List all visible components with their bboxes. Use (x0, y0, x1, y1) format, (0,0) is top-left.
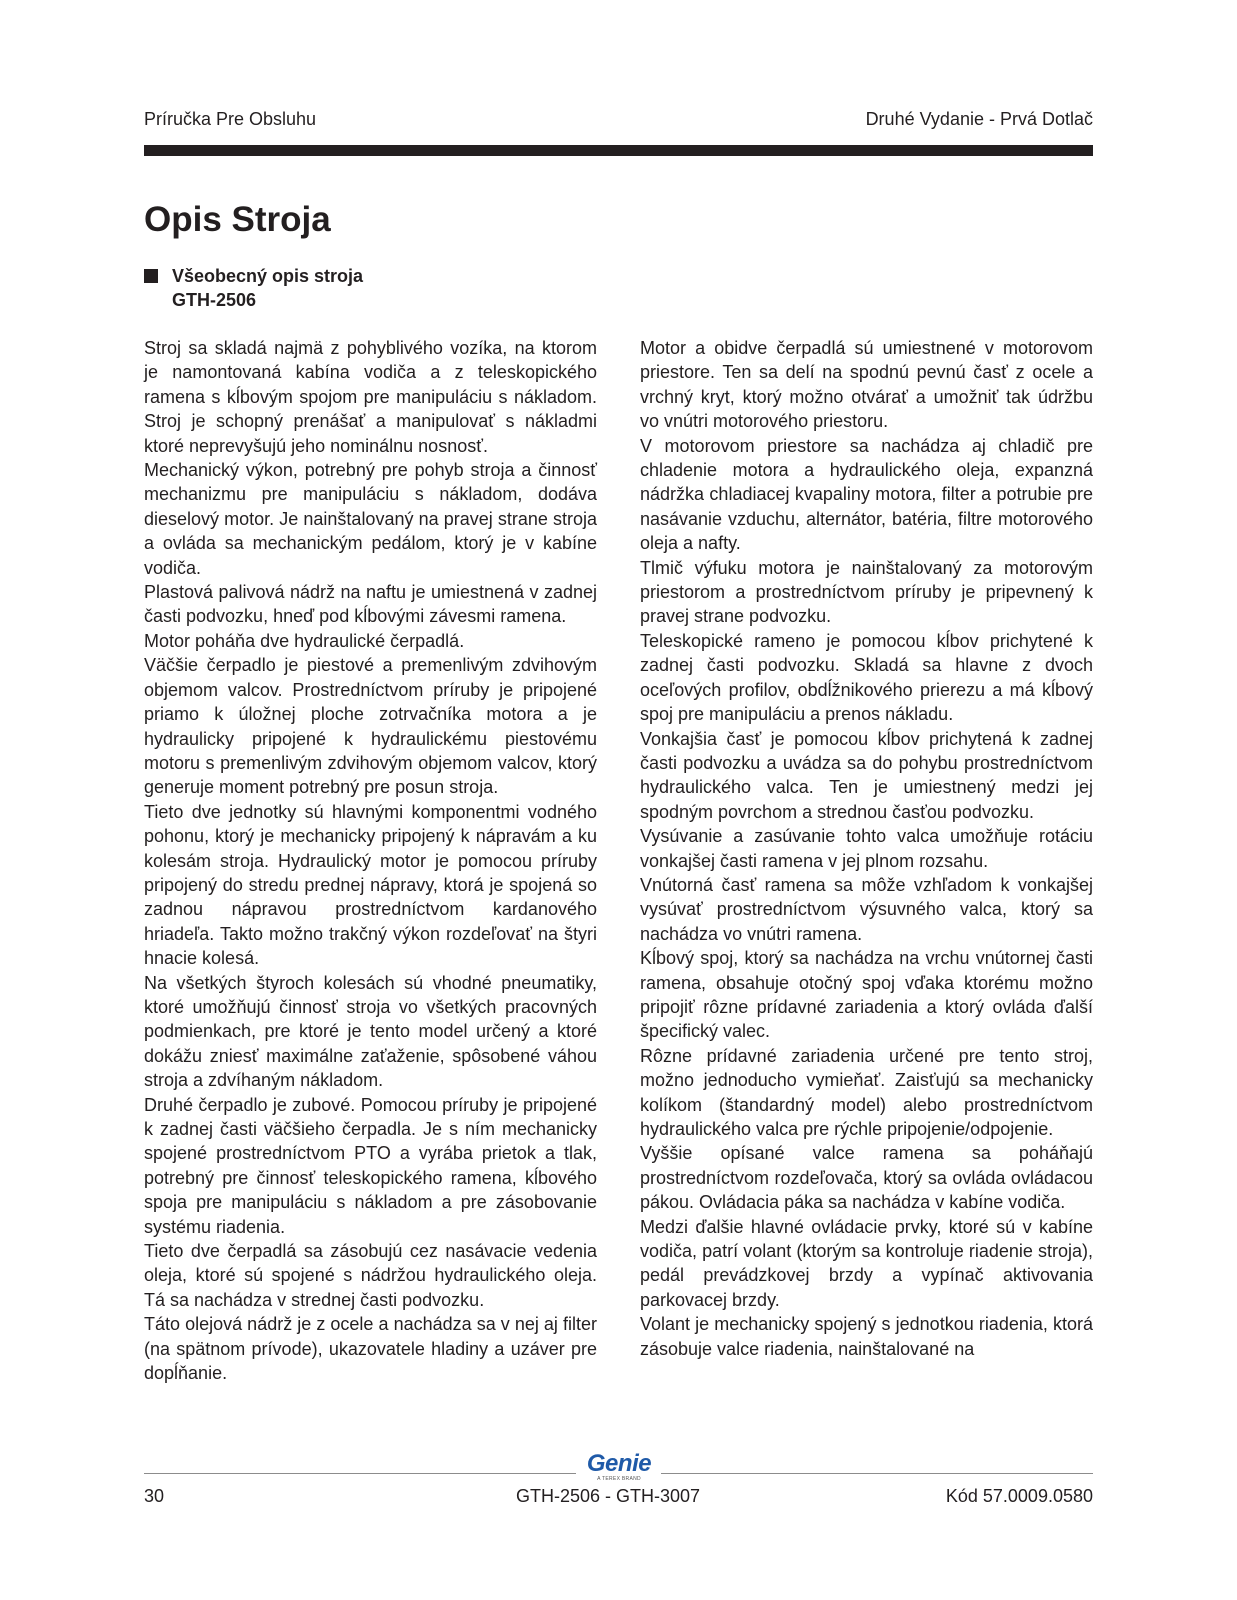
paragraph: Vysúvanie a zasúvanie tohto valca umožňuje rotáciu vonkajšej časti ramena v jej plnom rozsahu. (640, 826, 1093, 871)
genie-logo (580, 1452, 658, 1488)
paragraph: Tieto dve čerpadlá sa zásobujú cez nasávacie vedenia oleja, ktoré sú spojené s nádržou hydraulického oleja. Tá sa nachádza v strednej časti podvozku. (144, 1241, 597, 1310)
footer-model: GTH-2506 - GTH-3007 (516, 1486, 701, 1506)
paragraph: Väčšie čerpadlo je piestové a premenlivým zdvihovým objemom valcov. Prostredníctvom príruby je pripojené priamo k úložnej ploche zotrvačníka motora a je hydraulicky pripojené k hydraulickému piestovému motoru s premenlivým zdvihovým objemom valcov, ktorý generuje moment potrebný pre posun stroja. (144, 655, 597, 798)
section-heading-line2: GTH-2506 (172, 290, 257, 310)
footer-rule-left (144, 1473, 576, 1474)
paragraph: Vonkajšia časť je pomocou kĺbov prichytená k zadnej časti podvozku a uvádza sa do pohybu prostredníctvom hydraulického valca. Ten je umiestnený medzi jej spodným povrchom a strednou časťou podvozku. (640, 728, 1093, 822)
paragraph: Volant je mechanicky spojený s jednotkou riadenia, ktorá zásobuje valce riadenia, nainštalované na (640, 1314, 1093, 1359)
paragraph: Tlmič výfuku motora je nainštalovaný za motorovým priestorom a prostredníctvom príruby je pripevnený k pravej strane podvozku. (640, 557, 1093, 627)
header-manual-title: Príručka Pre Obsluhu (144, 109, 317, 129)
paragraph: Motor a obidve čerpadlá sú umiestnené v motorovom priestore. Ten sa delí na spodnú pevnú časť z ocele a vrchný kryt, ktorý možno otvárať a umožniť tak údržbu vo vnútri motorového priestoru. (640, 338, 1093, 432)
section-bullet-icon (144, 269, 158, 283)
paragraph: Plastová palivová nádrž na naftu je umiestnená v zadnej časti podvozku, hneď pod kĺbovými závesmi ramena. (144, 582, 597, 627)
paragraph: Mechanický výkon, potrebný pre pohyb stroja a činnosť mechanizmu pre manipuláciu s nákladom, dodáva dieselový motor. Je nainštalovaný na pravej strane stroja a ovláda sa mechanickým pedálom, ktorý je v kabíne vodiča. (144, 460, 597, 578)
paragraph: V motorovom priestore sa nachádza aj chladič pre chladenie motora a hydraulického oleja, expanzná nádržka chladiacej kvapaliny motora, filter a potrubie pre nasávanie vzduchu, alternátor, batéria, filtre motorového oleja a nafty. (640, 435, 1093, 554)
left-column (144, 336, 597, 1385)
header-rule (144, 145, 1093, 156)
paragraph: Vyššie opísané valce ramena sa poháňajú prostredníctvom rozdeľovača, ktorý sa ovláda ovládacou pákou. Ovládacia páka sa nachádza v kabíne vodiča. (640, 1143, 1093, 1213)
paragraph: Na všetkých štyroch kolesách sú vhodné pneumatiky, ktoré umožňujú činnosť stroja vo všetkých pracovných podmienkach, pre ktoré je tento model určený a ktoré dokážu zniesť maximálne zaťaženie, spôsobené váhou stroja a zdvíhaným nákladom. (144, 972, 597, 1091)
paragraph: Tieto dve jednotky sú hlavnými komponentmi vodného pohonu, ktorý je mechanicky pripojený k nápravám a ku kolesám stroja. Hydraulický motor je pomocou príruby pripojený do stredu prednej nápravy, ktorá je spojená so zadnou nápravou prostredníctvom kardanového hriadeľa. Takto možno trakčný výkon rozdeľovať na štyri hnacie kolesá. (144, 801, 597, 969)
logo-wordmark: Genie (586, 1450, 652, 1477)
paragraph: Motor poháňa dve hydraulické čerpadlá. (144, 630, 465, 651)
footer-code: Kód 57.0009.0580 (945, 1486, 1093, 1506)
paragraph: Táto olejová nádrž je z ocele a nachádza sa v nej aj filter (na spätnom prívode), ukazovatele hladiny a uzáver pre dopĺňanie. (144, 1314, 597, 1384)
logo-tagline: A TEREX BRAND (597, 1476, 641, 1482)
section-heading-line1: Všeobecný opis stroja (172, 266, 364, 286)
paragraph: Vnútorná časť ramena sa môže vzhľadom k vonkajšej vysúvať prostredníctvom výsuvného valca, ktorý sa nachádza vo vnútri ramena. (640, 874, 1093, 944)
paragraph: Stroj sa skladá najmä z pohyblivého vozíka, na ktorom je namontovaná kabína vodiča a z teleskopického ramena s kĺbovým spojom pre manipuláciu s nákladom. Stroj je schopný prenášať a manipulovať s nákladmi ktoré neprevyšujú jeho nominálnu nosnosť. (144, 338, 597, 456)
paragraph: Rôzne prídavné zariadenia určené pre tento stroj, možno jednoducho vymieňať. Zaisťujú sa mechanicky kolíkom (štandardný model) alebo prostredníctvom hydraulického valca pre rýchle pripojenie/odpojenie. (640, 1045, 1093, 1139)
right-column (640, 336, 1093, 1361)
paragraph: Medzi ďalšie hlavné ovládacie prvky, ktoré sú v kabíne vodiča, patrí volant (ktorým sa kontroluje riadenie stroja), pedál prevádzkovej brzdy a vypínač aktivovania parkovacej brzdy. (640, 1216, 1093, 1310)
paragraph: Kĺbový spoj, ktorý sa nachádza na vrchu vnútornej časti ramena, obsahuje otočný spoj vďaka ktorému možno pripojiť rôzne prídavné zariadenia a ktorý ovláda ďalší špecifický valec. (640, 948, 1093, 1042)
footer-rule-right (661, 1473, 1093, 1474)
header-edition: Druhé Vydanie - Prvá Dotlač (865, 109, 1093, 129)
paragraph: Druhé čerpadlo je zubové. Pomocou príruby je pripojené k zadnej časti väčšieho čerpadla. Je s ním mechanicky spojené prostredníctvom PTO a vyrába prietok a tlak, potrebný pre činnosť teleskopického ramena, kĺbového spoja pre manipuláciu s nákladom a pre zásobovanie systému riadenia. (144, 1094, 597, 1237)
section-heading (172, 264, 363, 312)
page-number: 30 (144, 1486, 165, 1506)
paragraph: Teleskopické rameno je pomocou kĺbov prichytené k zadnej časti podvozku. Skladá sa hlavne z dvoch oceľových profilov, obdĺžnikového prierezu a má kĺbový spoj pre manipuláciu a prenos nákladu. (640, 630, 1093, 725)
page-title: Opis Stroja (144, 200, 331, 239)
